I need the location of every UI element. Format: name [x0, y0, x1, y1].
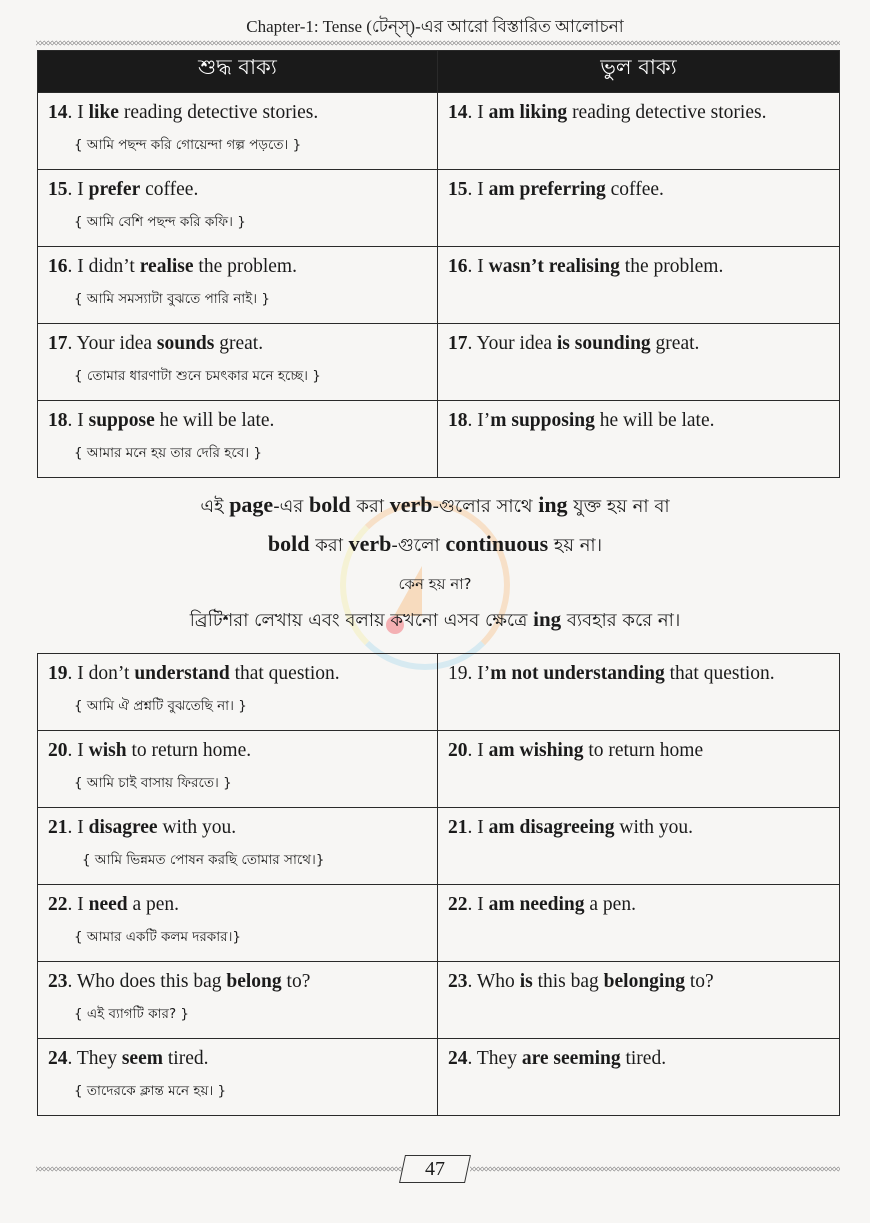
note-line-2: bold করা verb-গুলো continuous হয় না। — [267, 531, 603, 556]
table-header-row — [38, 51, 840, 93]
bangla-translation: { আমার মনে হয় তার দেরি হবে। } — [74, 445, 263, 462]
bangla-translation: { এই ব্যাগটি কার? } — [74, 1006, 189, 1023]
bangla-translation: { আমি চাই বাসায় ফিরতে। } — [74, 775, 232, 792]
decorative-divider — [36, 1166, 402, 1172]
table-row — [38, 885, 840, 962]
incorrect-cell: 22. I am needing a pen. — [438, 885, 840, 962]
table-row — [38, 808, 840, 885]
incorrect-cell: 19. I’m not understanding that question. — [438, 654, 840, 731]
decorative-divider — [470, 1166, 840, 1172]
incorrect-cell: 18. I’m supposing he will be late. — [438, 401, 840, 478]
incorrect-cell: 20. I am wishing to return home — [438, 731, 840, 808]
correct-cell: 16. I didn’t realise the problem. { আমি সমস্যাটা বুঝতে পারি নাই। } — [38, 247, 438, 324]
table-row — [38, 93, 840, 170]
bangla-translation: { আমি বেশি পছন্দ করি কফি। } — [74, 214, 246, 231]
bangla-translation: { আমি সমস্যাটা বুঝতে পারি নাই। } — [74, 291, 270, 308]
incorrect-cell: 16. I wasn’t realising the problem. — [438, 247, 840, 324]
correct-cell: 17. Your idea sounds great. { তোমার ধারণাটা শুনে চমৎকার মনে হচ্ছে। } — [38, 324, 438, 401]
correct-cell: 14. I like reading detective stories. { আমি পছন্দ করি গোয়েন্দা গল্প পড়তে। } — [38, 93, 438, 170]
comparison-table-2 — [37, 653, 840, 1116]
bangla-translation: { আমি ভিন্নমত পোষন করছি তোমার সাথে।} — [82, 852, 325, 869]
correct-cell: 15. I prefer coffee. { আমি বেশি পছন্দ করি কফি। } — [38, 170, 438, 247]
incorrect-cell: 21. I am disagreeing with you. — [438, 808, 840, 885]
page-number-box — [399, 1155, 471, 1183]
incorrect-cell: 24. They are seeming tired. — [438, 1039, 840, 1116]
note-line-1: এই page-এর bold করা verb-গুলোর সাথে ing যুক্ত হয় না বা — [200, 492, 670, 517]
bangla-translation: { আমার একটি কলম দরকার।} — [74, 929, 241, 946]
table-row — [38, 654, 840, 731]
header-incorrect-sentence: ভুল বাক্য — [438, 51, 840, 93]
incorrect-cell: 23. Who is this bag belonging to? — [438, 962, 840, 1039]
correct-cell: 21. I disagree with you. { আমি ভিন্নমত পোষন করছি তোমার সাথে।} — [38, 808, 438, 885]
table-row — [38, 170, 840, 247]
note-answer: ব্রিটিশরা লেখায় এবং বলায় কখনো এসব ক্ষেত্রে ing ব্যবহার করে না। — [189, 607, 681, 631]
decorative-divider — [36, 40, 840, 46]
table-row — [38, 731, 840, 808]
running-header: Chapter-1: Tense (টেন্স্)-এর আরো বিস্তারিত আলোচনা — [246, 17, 624, 36]
note-question: কেন হয় না? — [398, 575, 472, 593]
comparison-table-1 — [37, 50, 840, 478]
correct-cell: 18. I suppose he will be late. { আমার মনে হয় তার দেরি হবে। } — [38, 401, 438, 478]
table-row — [38, 401, 840, 478]
bangla-translation: { তোমার ধারণাটা শুনে চমৎকার মনে হচ্ছে। } — [74, 368, 321, 385]
header-correct-sentence: শুদ্ধ বাক্য — [38, 51, 438, 93]
bangla-translation: { আমি পছন্দ করি গোয়েন্দা গল্প পড়তে। } — [74, 137, 302, 154]
bangla-translation: { আমি ঐ প্রশ্নটি বুঝতেছি না। } — [74, 698, 247, 715]
table-row — [38, 1039, 840, 1116]
table-row — [38, 324, 840, 401]
correct-cell: 24. They seem tired. { তাদেরকে ক্লান্ত মনে হয়। } — [38, 1039, 438, 1116]
bangla-translation: { তাদেরকে ক্লান্ত মনে হয়। } — [74, 1083, 227, 1100]
incorrect-cell: 15. I am preferring coffee. — [438, 170, 840, 247]
incorrect-cell: 14. I am liking reading detective stories. — [438, 93, 840, 170]
correct-cell: 22. I need a pen. { আমার একটি কলম দরকার।} — [38, 885, 438, 962]
correct-cell: 19. I don’t understand that question. { আমি ঐ প্রশ্নটি বুঝতেছি না। } — [38, 654, 438, 731]
correct-cell: 23. Who does this bag belong to? { এই ব্যাগটি কার? } — [38, 962, 438, 1039]
table-row — [38, 247, 840, 324]
table-row — [38, 962, 840, 1039]
page-number: 47 — [425, 1158, 445, 1180]
correct-cell: 20. I wish to return home. { আমি চাই বাসায় ফিরতে। } — [38, 731, 438, 808]
incorrect-cell: 17. Your idea is sounding great. — [438, 324, 840, 401]
